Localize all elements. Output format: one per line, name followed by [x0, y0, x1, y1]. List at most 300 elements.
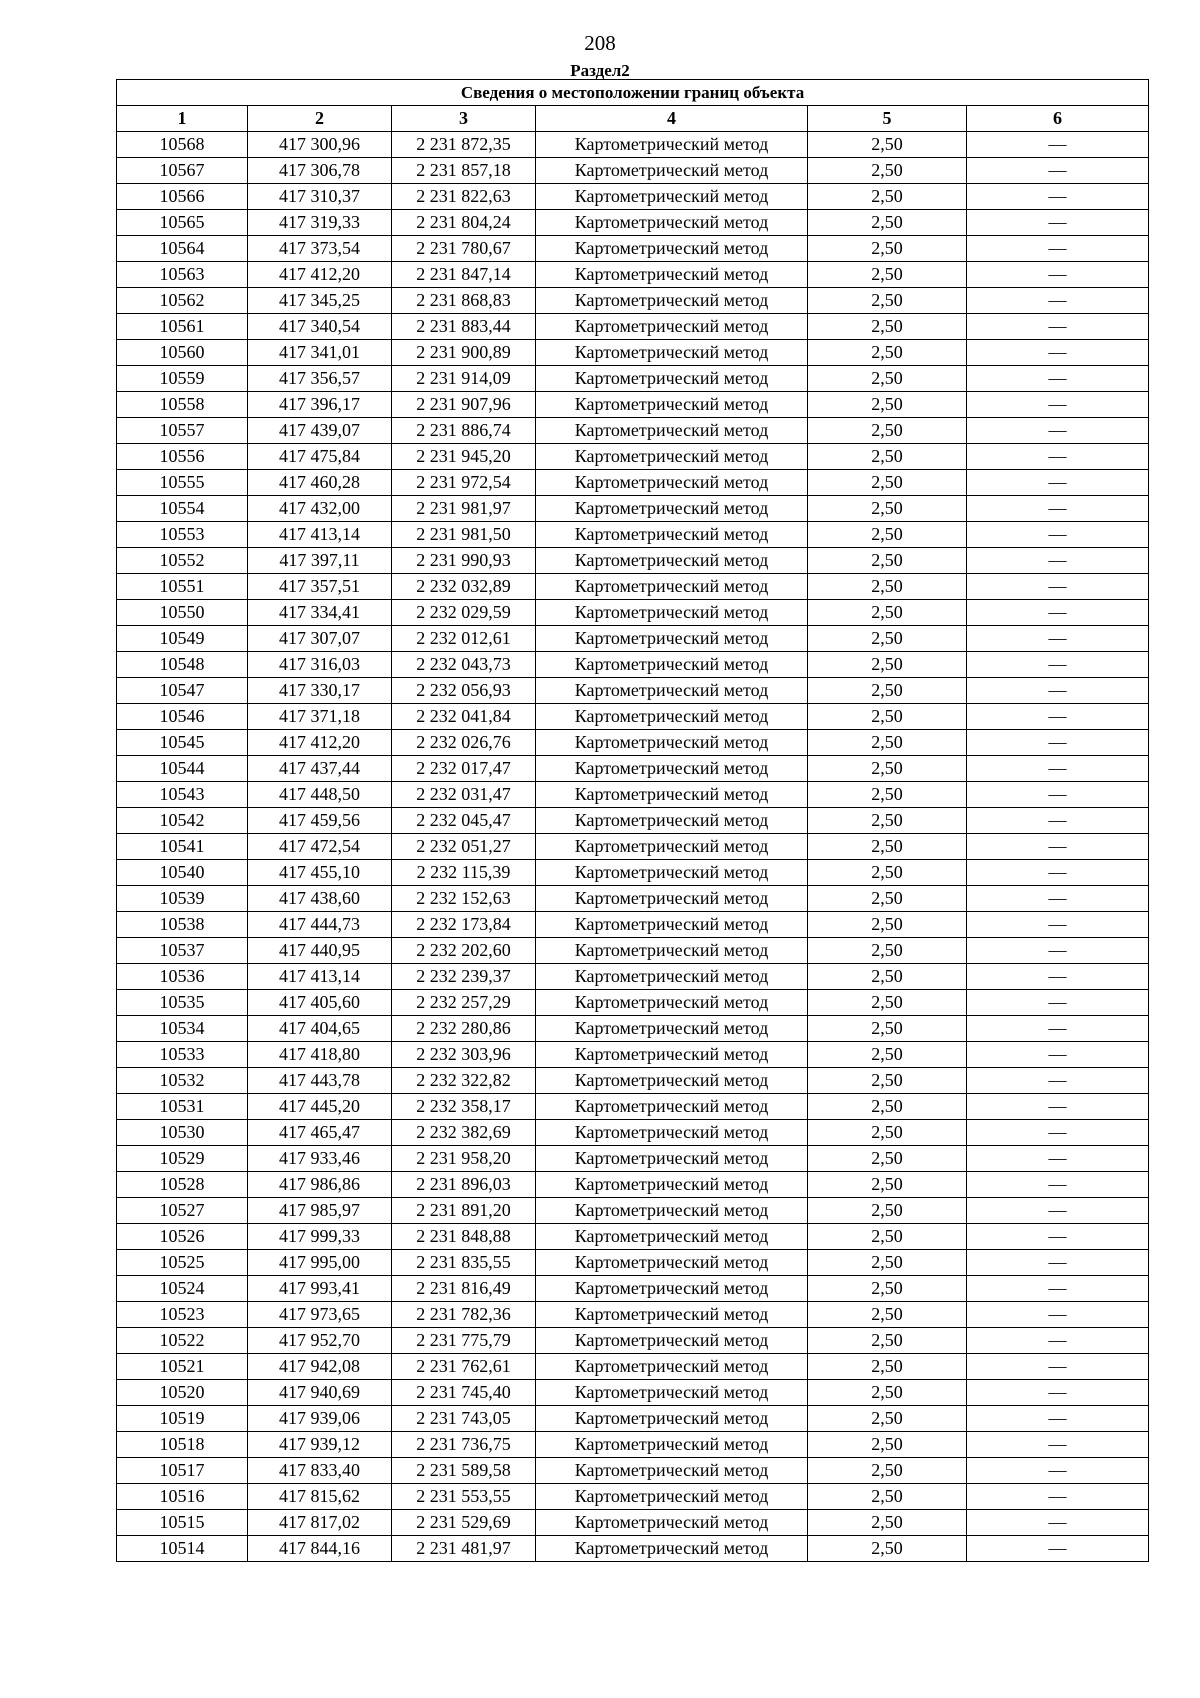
point-number-cell: 10558	[117, 392, 248, 418]
point-number-cell: 10536	[117, 964, 248, 990]
table-row	[117, 834, 1149, 860]
method-cell: Картометрический метод	[536, 600, 808, 626]
note-cell: —	[967, 1458, 1149, 1484]
note-cell: —	[967, 1536, 1149, 1562]
point-number-cell: 10516	[117, 1484, 248, 1510]
note-cell: —	[967, 288, 1149, 314]
table-row	[117, 340, 1149, 366]
method-cell: Картометрический метод	[536, 1276, 808, 1302]
note-cell: —	[967, 158, 1149, 184]
section-label: Раздел2	[570, 61, 630, 80]
point-number-cell: 10518	[117, 1432, 248, 1458]
point-number-cell: 10557	[117, 418, 248, 444]
method-cell: Картометрический метод	[536, 392, 808, 418]
x-coordinate-cell: 417 316,03	[248, 652, 392, 678]
accuracy-cell: 2,50	[808, 236, 967, 262]
note-cell: —	[967, 886, 1149, 912]
y-coordinate-cell: 2 231 886,74	[392, 418, 536, 444]
x-coordinate-cell: 417 940,69	[248, 1380, 392, 1406]
accuracy-cell: 2,50	[808, 1120, 967, 1146]
x-coordinate-cell: 417 952,70	[248, 1328, 392, 1354]
y-coordinate-cell: 2 232 239,37	[392, 964, 536, 990]
x-coordinate-cell: 417 939,12	[248, 1432, 392, 1458]
x-coordinate-cell: 417 993,41	[248, 1276, 392, 1302]
note-cell: —	[967, 210, 1149, 236]
point-number-cell: 10564	[117, 236, 248, 262]
point-number-cell: 10532	[117, 1068, 248, 1094]
x-coordinate-cell: 417 844,16	[248, 1536, 392, 1562]
x-coordinate-cell: 417 371,18	[248, 704, 392, 730]
table-row	[117, 1276, 1149, 1302]
note-cell: —	[967, 1380, 1149, 1406]
y-coordinate-cell: 2 232 017,47	[392, 756, 536, 782]
y-coordinate-cell: 2 231 822,63	[392, 184, 536, 210]
x-coordinate-cell: 417 413,14	[248, 522, 392, 548]
accuracy-cell: 2,50	[808, 626, 967, 652]
accuracy-cell: 2,50	[808, 1354, 967, 1380]
table-row	[117, 626, 1149, 652]
note-cell: —	[967, 366, 1149, 392]
table-row	[117, 1510, 1149, 1536]
x-coordinate-cell: 417 334,41	[248, 600, 392, 626]
method-cell: Картометрический метод	[536, 418, 808, 444]
note-cell: —	[967, 1094, 1149, 1120]
point-number-cell: 10545	[117, 730, 248, 756]
note-cell: —	[967, 652, 1149, 678]
note-cell: —	[967, 1016, 1149, 1042]
point-number-cell: 10544	[117, 756, 248, 782]
method-cell: Картометрический метод	[536, 574, 808, 600]
x-coordinate-cell: 417 445,20	[248, 1094, 392, 1120]
method-cell: Картометрический метод	[536, 522, 808, 548]
point-number-cell: 10528	[117, 1172, 248, 1198]
y-coordinate-cell: 2 231 945,20	[392, 444, 536, 470]
note-cell: —	[967, 522, 1149, 548]
note-cell: —	[967, 912, 1149, 938]
accuracy-cell: 2,50	[808, 1224, 967, 1250]
note-cell: —	[967, 730, 1149, 756]
note-cell: —	[967, 496, 1149, 522]
note-cell: —	[967, 704, 1149, 730]
x-coordinate-cell: 417 341,01	[248, 340, 392, 366]
point-number-cell: 10562	[117, 288, 248, 314]
accuracy-cell: 2,50	[808, 366, 967, 392]
x-coordinate-cell: 417 413,14	[248, 964, 392, 990]
point-number-cell: 10550	[117, 600, 248, 626]
point-number-cell: 10526	[117, 1224, 248, 1250]
x-coordinate-cell: 417 396,17	[248, 392, 392, 418]
note-cell: —	[967, 1432, 1149, 1458]
note-cell: —	[967, 808, 1149, 834]
x-coordinate-cell: 417 330,17	[248, 678, 392, 704]
accuracy-cell: 2,50	[808, 912, 967, 938]
accuracy-cell: 2,50	[808, 1510, 967, 1536]
table-caption-row	[117, 80, 1149, 106]
accuracy-cell: 2,50	[808, 834, 967, 860]
point-number-cell: 10568	[117, 132, 248, 158]
y-coordinate-cell: 2 232 032,89	[392, 574, 536, 600]
note-cell: —	[967, 1120, 1149, 1146]
x-coordinate-cell: 417 455,10	[248, 860, 392, 886]
x-coordinate-cell: 417 345,25	[248, 288, 392, 314]
x-coordinate-cell: 417 995,00	[248, 1250, 392, 1276]
y-coordinate-cell: 2 232 056,93	[392, 678, 536, 704]
coordinates-table	[116, 79, 1149, 1562]
note-cell: —	[967, 964, 1149, 990]
point-number-cell: 10543	[117, 782, 248, 808]
table-row	[117, 1432, 1149, 1458]
accuracy-cell: 2,50	[808, 886, 967, 912]
table-row	[117, 1042, 1149, 1068]
note-cell: —	[967, 1198, 1149, 1224]
x-coordinate-cell: 417 300,96	[248, 132, 392, 158]
x-coordinate-cell: 417 306,78	[248, 158, 392, 184]
point-number-cell: 10542	[117, 808, 248, 834]
point-number-cell: 10548	[117, 652, 248, 678]
note-cell: —	[967, 1146, 1149, 1172]
note-cell: —	[967, 782, 1149, 808]
x-coordinate-cell: 417 833,40	[248, 1458, 392, 1484]
point-number-cell: 10540	[117, 860, 248, 886]
method-cell: Картометрический метод	[536, 1146, 808, 1172]
x-coordinate-cell: 417 440,95	[248, 938, 392, 964]
y-coordinate-cell: 2 231 780,67	[392, 236, 536, 262]
x-coordinate-cell: 417 340,54	[248, 314, 392, 340]
method-cell: Картометрический метод	[536, 1198, 808, 1224]
table-row	[117, 704, 1149, 730]
method-cell: Картометрический метод	[536, 990, 808, 1016]
method-cell: Картометрический метод	[536, 1406, 808, 1432]
accuracy-cell: 2,50	[808, 548, 967, 574]
method-cell: Картометрический метод	[536, 1250, 808, 1276]
accuracy-cell: 2,50	[808, 574, 967, 600]
point-number-cell: 10529	[117, 1146, 248, 1172]
accuracy-cell: 2,50	[808, 418, 967, 444]
y-coordinate-cell: 2 231 775,79	[392, 1328, 536, 1354]
y-coordinate-cell: 2 231 981,50	[392, 522, 536, 548]
table-row	[117, 938, 1149, 964]
accuracy-cell: 2,50	[808, 782, 967, 808]
note-cell: —	[967, 1068, 1149, 1094]
y-coordinate-cell: 2 232 031,47	[392, 782, 536, 808]
note-cell: —	[967, 626, 1149, 652]
note-cell: —	[967, 314, 1149, 340]
x-coordinate-cell: 417 418,80	[248, 1042, 392, 1068]
y-coordinate-cell: 2 231 782,36	[392, 1302, 536, 1328]
point-number-cell: 10535	[117, 990, 248, 1016]
table-row	[117, 132, 1149, 158]
accuracy-cell: 2,50	[808, 1068, 967, 1094]
point-number-cell: 10553	[117, 522, 248, 548]
y-coordinate-cell: 2 232 280,86	[392, 1016, 536, 1042]
note-cell: —	[967, 860, 1149, 886]
y-coordinate-cell: 2 231 891,20	[392, 1198, 536, 1224]
table-row	[117, 600, 1149, 626]
x-coordinate-cell: 417 460,28	[248, 470, 392, 496]
note-cell: —	[967, 1510, 1149, 1536]
table-row	[117, 1146, 1149, 1172]
y-coordinate-cell: 2 231 804,24	[392, 210, 536, 236]
accuracy-cell: 2,50	[808, 652, 967, 678]
x-coordinate-cell: 417 444,73	[248, 912, 392, 938]
column-header-4: 4	[536, 106, 808, 132]
y-coordinate-cell: 2 231 743,05	[392, 1406, 536, 1432]
table-row	[117, 392, 1149, 418]
table-row	[117, 1198, 1149, 1224]
x-coordinate-cell: 417 942,08	[248, 1354, 392, 1380]
method-cell: Картометрический метод	[536, 1354, 808, 1380]
table-row	[117, 1406, 1149, 1432]
y-coordinate-cell: 2 232 115,39	[392, 860, 536, 886]
method-cell: Картометрический метод	[536, 730, 808, 756]
point-number-cell: 10531	[117, 1094, 248, 1120]
table-row	[117, 1120, 1149, 1146]
table-row	[117, 990, 1149, 1016]
y-coordinate-cell: 2 232 303,96	[392, 1042, 536, 1068]
accuracy-cell: 2,50	[808, 1016, 967, 1042]
table-row	[117, 652, 1149, 678]
point-number-cell: 10537	[117, 938, 248, 964]
accuracy-cell: 2,50	[808, 496, 967, 522]
method-cell: Картометрический метод	[536, 366, 808, 392]
x-coordinate-cell: 417 999,33	[248, 1224, 392, 1250]
table-row	[117, 210, 1149, 236]
column-header-row	[117, 106, 1149, 132]
x-coordinate-cell: 417 319,33	[248, 210, 392, 236]
accuracy-cell: 2,50	[808, 522, 967, 548]
y-coordinate-cell: 2 232 012,61	[392, 626, 536, 652]
point-number-cell: 10522	[117, 1328, 248, 1354]
accuracy-cell: 2,50	[808, 1250, 967, 1276]
x-coordinate-cell: 417 472,54	[248, 834, 392, 860]
method-cell: Картометрический метод	[536, 1510, 808, 1536]
method-cell: Картометрический метод	[536, 808, 808, 834]
method-cell: Картометрический метод	[536, 678, 808, 704]
x-coordinate-cell: 417 404,65	[248, 1016, 392, 1042]
y-coordinate-cell: 2 231 816,49	[392, 1276, 536, 1302]
x-coordinate-cell: 417 397,11	[248, 548, 392, 574]
point-number-cell: 10549	[117, 626, 248, 652]
y-coordinate-cell: 2 231 736,75	[392, 1432, 536, 1458]
y-coordinate-cell: 2 232 043,73	[392, 652, 536, 678]
y-coordinate-cell: 2 231 553,55	[392, 1484, 536, 1510]
y-coordinate-cell: 2 231 972,54	[392, 470, 536, 496]
point-number-cell: 10538	[117, 912, 248, 938]
x-coordinate-cell: 417 933,46	[248, 1146, 392, 1172]
method-cell: Картометрический метод	[536, 1120, 808, 1146]
method-cell: Картометрический метод	[536, 1432, 808, 1458]
y-coordinate-cell: 2 232 026,76	[392, 730, 536, 756]
table-row	[117, 678, 1149, 704]
accuracy-cell: 2,50	[808, 314, 967, 340]
point-number-cell: 10525	[117, 1250, 248, 1276]
point-number-cell: 10524	[117, 1276, 248, 1302]
y-coordinate-cell: 2 232 051,27	[392, 834, 536, 860]
accuracy-cell: 2,50	[808, 1536, 967, 1562]
y-coordinate-cell: 2 231 958,20	[392, 1146, 536, 1172]
table-row	[117, 236, 1149, 262]
accuracy-cell: 2,50	[808, 990, 967, 1016]
accuracy-cell: 2,50	[808, 158, 967, 184]
table-row	[117, 574, 1149, 600]
y-coordinate-cell: 2 231 848,88	[392, 1224, 536, 1250]
accuracy-cell: 2,50	[808, 132, 967, 158]
y-coordinate-cell: 2 231 907,96	[392, 392, 536, 418]
accuracy-cell: 2,50	[808, 1302, 967, 1328]
point-number-cell: 10565	[117, 210, 248, 236]
method-cell: Картометрический метод	[536, 288, 808, 314]
table-row	[117, 1328, 1149, 1354]
y-coordinate-cell: 2 232 382,69	[392, 1120, 536, 1146]
table-row	[117, 1172, 1149, 1198]
y-coordinate-cell: 2 232 257,29	[392, 990, 536, 1016]
y-coordinate-cell: 2 232 202,60	[392, 938, 536, 964]
method-cell: Картометрический метод	[536, 158, 808, 184]
x-coordinate-cell: 417 973,65	[248, 1302, 392, 1328]
note-cell: —	[967, 1354, 1149, 1380]
column-header-3: 3	[392, 106, 536, 132]
column-header-1: 1	[117, 106, 248, 132]
y-coordinate-cell: 2 232 173,84	[392, 912, 536, 938]
table-row	[117, 288, 1149, 314]
y-coordinate-cell: 2 231 762,61	[392, 1354, 536, 1380]
table-row	[117, 1536, 1149, 1562]
y-coordinate-cell: 2 232 152,63	[392, 886, 536, 912]
accuracy-cell: 2,50	[808, 288, 967, 314]
note-cell: —	[967, 834, 1149, 860]
y-coordinate-cell: 2 232 045,47	[392, 808, 536, 834]
method-cell: Картометрический метод	[536, 1068, 808, 1094]
note-cell: —	[967, 1172, 1149, 1198]
note-cell: —	[967, 1328, 1149, 1354]
point-number-cell: 10554	[117, 496, 248, 522]
x-coordinate-cell: 417 815,62	[248, 1484, 392, 1510]
table-row	[117, 886, 1149, 912]
method-cell: Картометрический метод	[536, 782, 808, 808]
note-cell: —	[967, 470, 1149, 496]
method-cell: Картометрический метод	[536, 1458, 808, 1484]
y-coordinate-cell: 2 231 835,55	[392, 1250, 536, 1276]
method-cell: Картометрический метод	[536, 132, 808, 158]
y-coordinate-cell: 2 232 041,84	[392, 704, 536, 730]
accuracy-cell: 2,50	[808, 1328, 967, 1354]
y-coordinate-cell: 2 232 358,17	[392, 1094, 536, 1120]
x-coordinate-cell: 417 412,20	[248, 262, 392, 288]
x-coordinate-cell: 417 373,54	[248, 236, 392, 262]
table-row	[117, 548, 1149, 574]
method-cell: Картометрический метод	[536, 834, 808, 860]
accuracy-cell: 2,50	[808, 1172, 967, 1198]
note-cell: —	[967, 1302, 1149, 1328]
point-number-cell: 10539	[117, 886, 248, 912]
y-coordinate-cell: 2 231 529,69	[392, 1510, 536, 1536]
point-number-cell: 10521	[117, 1354, 248, 1380]
accuracy-cell: 2,50	[808, 938, 967, 964]
table-row	[117, 756, 1149, 782]
y-coordinate-cell: 2 231 589,58	[392, 1458, 536, 1484]
table-row	[117, 1484, 1149, 1510]
column-header-2: 2	[248, 106, 392, 132]
accuracy-cell: 2,50	[808, 1276, 967, 1302]
method-cell: Картометрический метод	[536, 1094, 808, 1120]
accuracy-cell: 2,50	[808, 860, 967, 886]
point-number-cell: 10567	[117, 158, 248, 184]
method-cell: Картометрический метод	[536, 886, 808, 912]
y-coordinate-cell: 2 231 981,97	[392, 496, 536, 522]
method-cell: Картометрический метод	[536, 1042, 808, 1068]
x-coordinate-cell: 417 437,44	[248, 756, 392, 782]
table-row	[117, 444, 1149, 470]
table-row	[117, 158, 1149, 184]
accuracy-cell: 2,50	[808, 1484, 967, 1510]
y-coordinate-cell: 2 231 896,03	[392, 1172, 536, 1198]
method-cell: Картометрический метод	[536, 704, 808, 730]
method-cell: Картометрический метод	[536, 1016, 808, 1042]
point-number-cell: 10561	[117, 314, 248, 340]
method-cell: Картометрический метод	[536, 548, 808, 574]
x-coordinate-cell: 417 986,86	[248, 1172, 392, 1198]
point-number-cell: 10515	[117, 1510, 248, 1536]
method-cell: Картометрический метод	[536, 470, 808, 496]
table-row	[117, 782, 1149, 808]
table-caption: Сведения о местоположении границ объекта	[117, 80, 1149, 106]
table-row	[117, 1068, 1149, 1094]
method-cell: Картометрический метод	[536, 860, 808, 886]
y-coordinate-cell: 2 231 990,93	[392, 548, 536, 574]
y-coordinate-cell: 2 232 322,82	[392, 1068, 536, 1094]
point-number-cell: 10514	[117, 1536, 248, 1562]
method-cell: Картометрический метод	[536, 964, 808, 990]
point-number-cell: 10566	[117, 184, 248, 210]
table-row	[117, 496, 1149, 522]
table-row	[117, 1380, 1149, 1406]
accuracy-cell: 2,50	[808, 1146, 967, 1172]
accuracy-cell: 2,50	[808, 392, 967, 418]
accuracy-cell: 2,50	[808, 704, 967, 730]
x-coordinate-cell: 417 448,50	[248, 782, 392, 808]
table-row	[117, 1302, 1149, 1328]
x-coordinate-cell: 417 475,84	[248, 444, 392, 470]
accuracy-cell: 2,50	[808, 808, 967, 834]
method-cell: Картометрический метод	[536, 1536, 808, 1562]
method-cell: Картометрический метод	[536, 1224, 808, 1250]
point-number-cell: 10552	[117, 548, 248, 574]
x-coordinate-cell: 417 817,02	[248, 1510, 392, 1536]
x-coordinate-cell: 417 356,57	[248, 366, 392, 392]
x-coordinate-cell: 417 432,00	[248, 496, 392, 522]
accuracy-cell: 2,50	[808, 756, 967, 782]
accuracy-cell: 2,50	[808, 444, 967, 470]
method-cell: Картометрический метод	[536, 496, 808, 522]
accuracy-cell: 2,50	[808, 1042, 967, 1068]
note-cell: —	[967, 418, 1149, 444]
table-row	[117, 522, 1149, 548]
point-number-cell: 10546	[117, 704, 248, 730]
table-row	[117, 366, 1149, 392]
point-number-cell: 10551	[117, 574, 248, 600]
table-row	[117, 418, 1149, 444]
y-coordinate-cell: 2 231 872,35	[392, 132, 536, 158]
accuracy-cell: 2,50	[808, 340, 967, 366]
x-coordinate-cell: 417 465,47	[248, 1120, 392, 1146]
accuracy-cell: 2,50	[808, 730, 967, 756]
point-number-cell: 10560	[117, 340, 248, 366]
accuracy-cell: 2,50	[808, 210, 967, 236]
table-row	[117, 1354, 1149, 1380]
accuracy-cell: 2,50	[808, 470, 967, 496]
y-coordinate-cell: 2 231 883,44	[392, 314, 536, 340]
x-coordinate-cell: 417 439,07	[248, 418, 392, 444]
